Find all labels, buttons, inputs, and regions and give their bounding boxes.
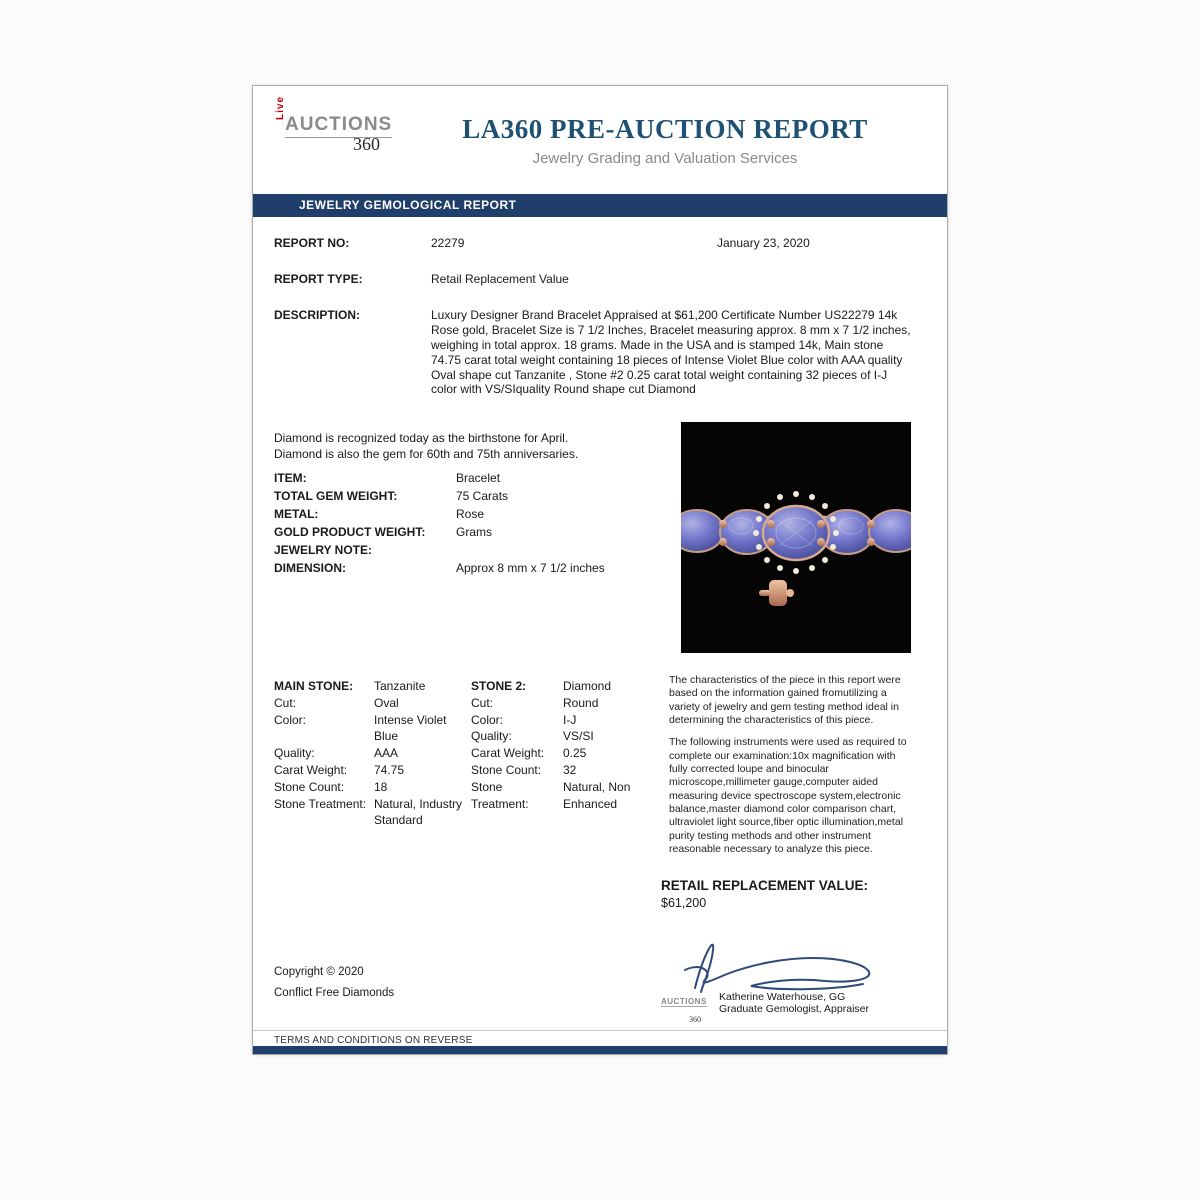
main-stone-specs — [274, 678, 466, 829]
item-value: Grams — [456, 525, 492, 539]
methodology-para1: The characteristics of the piece in this report were based on the information gained fromutilizing a variety of jewelry and gem testing method ideal in determining the characteristics of this piece. — [669, 674, 901, 726]
spec-value: Oval — [374, 695, 399, 710]
auctions360-logo — [275, 95, 405, 164]
page-subtitle: Jewelry Grading and Valuation Services — [532, 150, 798, 167]
valuation-label: RETAIL REPLACEMENT VALUE: — [661, 878, 869, 893]
item-row — [274, 541, 679, 559]
spec-row — [471, 779, 659, 813]
bracelet-photo — [681, 422, 911, 653]
signature-logo-auctions: ﻿AUCTIONS — [661, 997, 707, 1006]
spec-label: Cut: — [471, 695, 494, 710]
spec-label: Stone Count: — [274, 779, 345, 794]
spec-row — [274, 745, 466, 762]
spec-value: 74.75 — [374, 762, 405, 777]
report-no-value: 22279 — [431, 236, 465, 250]
main-stone-header — [274, 678, 466, 695]
conflict-free-text: Conflict Free Diamonds — [274, 987, 395, 999]
spec-row — [274, 779, 466, 796]
item-value: Bracelet — [456, 471, 501, 485]
spec-value: Natural, Industry Standard — [374, 796, 463, 828]
spec-label: Cut: — [274, 695, 297, 710]
spec-row — [274, 762, 466, 779]
report-date: January 23, 2020 — [717, 236, 810, 250]
item-value: Approx 8 mm x 7 1/2 inches — [456, 561, 605, 575]
item-row — [274, 523, 679, 541]
logo-live-text: Live — [275, 95, 286, 120]
stone2-label: STONE 2: — [471, 679, 527, 693]
item-value: Rose — [456, 507, 485, 521]
stone2-name: Diamond — [563, 679, 612, 693]
terms-text: TERMS AND CONDITIONS ON REVERSE — [253, 1030, 947, 1046]
birthstone-note — [274, 431, 674, 462]
spec-label: Color: — [471, 712, 504, 727]
spec-label: Carat Weight: — [471, 746, 545, 761]
spec-value: I-J — [563, 712, 577, 727]
item-label: JEWELRY NOTE: — [274, 543, 373, 557]
item-value: 75 Carats — [456, 489, 509, 503]
valuation-amount: $61,200 — [661, 896, 707, 910]
item-label: ITEM: — [274, 471, 307, 485]
appraiser-name: Katherine Waterhouse, GG — [719, 991, 846, 1003]
spec-value: 32 — [563, 762, 577, 777]
report-type-label: REPORT TYPE: — [274, 272, 363, 286]
spec-row — [471, 745, 659, 762]
methodology-para2: The following instruments were used as required to complete our examination:10x magnification with fully corrected loupe and binocular microscope,millimeter gauge,computer aided measuring device spectroscope system,electronic balance,master diamond color comparison chart, ultraviolet light source,fiber optic illumination,metal purity testing methods and other instrument reasonable necessary to analyze this piece. — [669, 736, 907, 855]
appraiser-title: Graduate Gemologist, Appraiser — [719, 1003, 869, 1015]
certificate — [252, 85, 948, 1055]
item-row — [274, 505, 679, 523]
main-stone-name: Tanzanite — [374, 679, 426, 693]
section-band: JEWELRY GEMOLOGICAL REPORT — [253, 194, 947, 217]
item-label: GOLD PRODUCT WEIGHT: — [274, 525, 426, 539]
main-stone-label: MAIN STONE: — [274, 679, 354, 693]
spec-value: 0.25 — [563, 746, 587, 761]
report-no-label: REPORT NO: — [274, 236, 350, 250]
spec-value: Intense Violet Blue — [374, 712, 447, 744]
spec-value: VS/SI — [563, 729, 594, 744]
spec-label: Quality: — [274, 746, 315, 761]
spec-row — [471, 712, 659, 729]
stone2-specs — [471, 678, 659, 812]
spec-row — [274, 796, 466, 830]
signature-logo-360: 360 — [689, 1015, 701, 1024]
item-label: DIMENSION: — [274, 561, 346, 575]
spec-label: Color: — [274, 712, 307, 727]
spec-value: AAA — [374, 746, 399, 761]
item-row — [274, 559, 679, 577]
item-label: METAL: — [274, 507, 319, 521]
spec-value: Round — [563, 695, 599, 710]
birthstone-note-line1: Diamond is recognized today as the birthstone for April. — [274, 431, 569, 445]
spec-label: Stone Treatment: — [471, 779, 529, 811]
spec-row — [274, 695, 466, 712]
spec-value: Natural, Non Enhanced — [563, 779, 631, 811]
spec-label: Quality: — [471, 729, 512, 744]
spec-label: Stone Treatment: — [274, 796, 367, 811]
spec-row — [471, 695, 659, 712]
copyright-text: Copyright © 2020 — [274, 966, 364, 978]
retail-replacement-value — [661, 878, 921, 910]
methodology-text — [669, 674, 917, 856]
signature-logo — [661, 991, 716, 1027]
appraiser-signature — [657, 926, 907, 1001]
spec-row — [274, 712, 466, 746]
item-label: TOTAL GEM WEIGHT: — [274, 489, 398, 503]
spec-value: 18 — [374, 779, 388, 794]
page-title: LA360 PRE-AUCTION REPORT — [462, 114, 868, 144]
report-type-value: Retail Replacement Value — [431, 272, 569, 286]
spec-label: Stone Count: — [471, 762, 542, 777]
description-label: DESCRIPTION: — [274, 308, 361, 322]
bottom-navy-bar — [253, 1046, 947, 1054]
item-row — [274, 487, 679, 505]
spec-label: Carat Weight: — [274, 762, 348, 777]
logo-360-text: 360 — [353, 134, 380, 154]
item-fields — [274, 469, 679, 577]
spec-row — [471, 728, 659, 745]
logo-auctions-text: AUCTIONS — [285, 114, 392, 138]
stone2-header — [471, 678, 659, 695]
item-row — [274, 469, 679, 487]
spec-row — [471, 762, 659, 779]
description-value: Luxury Designer Brand Bracelet Appraised at $61,200 Certificate Number US22279 14k Rose gold, Bracelet Size is 7 1/2 Inches, Bracelet measuring approx. 8 mm x 7 1/2 inches, weighing in total approx. 18 grams. Made in the USA and is stamped 14k, Main stone 74.75 carat total weight containing 18 pieces of Intense Violet Blue color with AAA quality Oval shape cut Tanzanite , Stone #2 0.25 carat total weight containing 32 pieces of I-J color with VS/SIquality Round shape cut Diamond — [431, 308, 911, 397]
birthstone-note-line2: Diamond is also the gem for 60th and 75th anniversaries. — [274, 446, 579, 461]
